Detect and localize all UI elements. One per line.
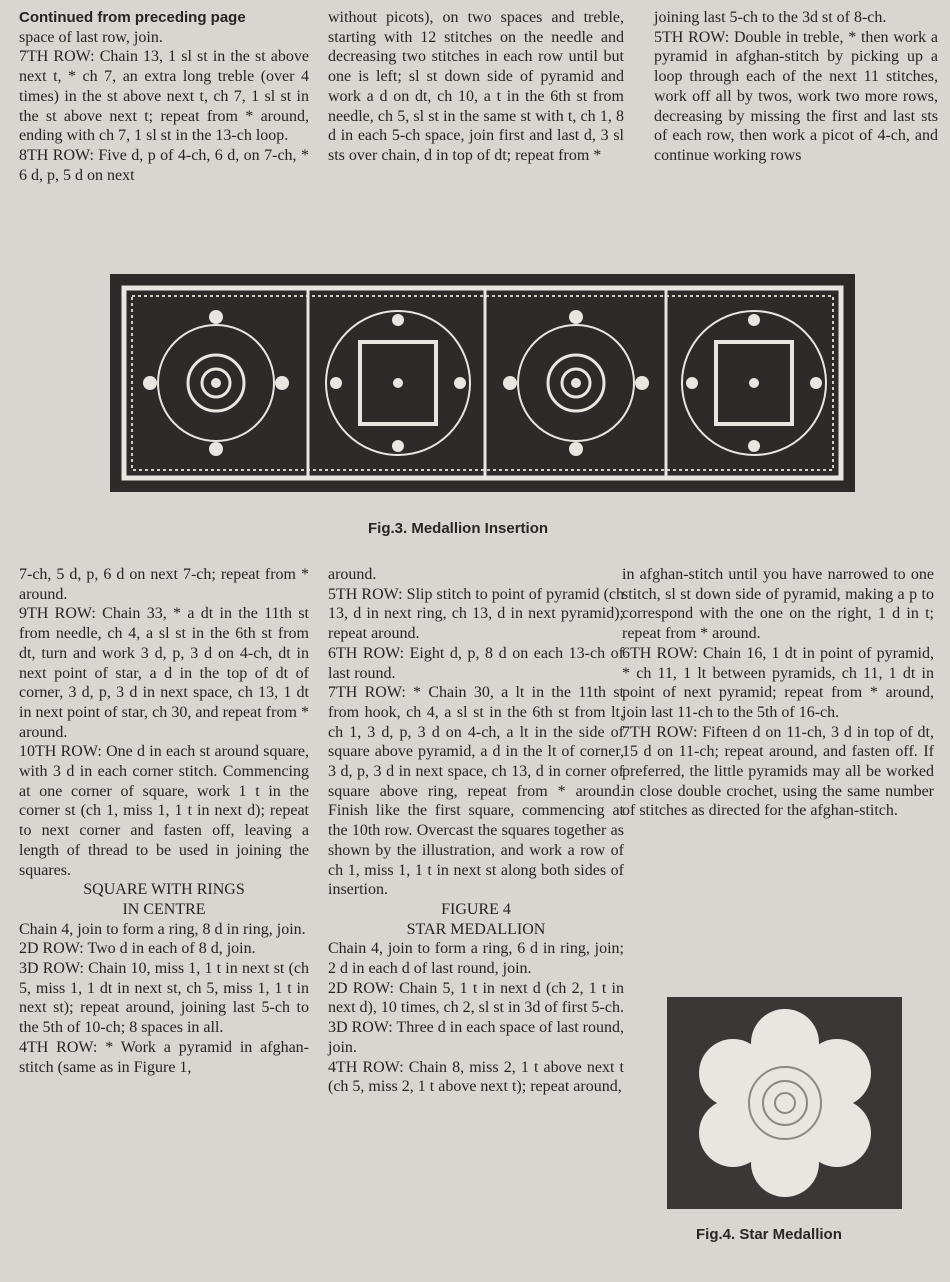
bottom-column-3 [622, 565, 934, 821]
paragraph: 2D ROW: Chain 5, 1 t in next d (ch 2, 1 t in next d), 10 times, ch 2, sl st in 3d of first 5-ch. [328, 979, 624, 1017]
top-column-1 [19, 8, 309, 185]
lace-insertion-illustration [110, 274, 855, 492]
paragraph: 6TH ROW: Chain 16, 1 dt in point of pyramid, * ch 11, 1 lt between pyramids, ch 11, 1 dt in point of next pyramid; repeat from * around, join last 11-ch to the 5th of 16-ch. [622, 644, 934, 721]
medallion-insertion-photo [110, 274, 855, 492]
figure-3-caption: Fig.3. Medallion Insertion [368, 520, 549, 537]
bottom-column-1 [19, 565, 309, 1077]
paragraph: Chain 4, join to form a ring, 8 d in ring, join. [19, 920, 306, 938]
paragraph: STAR MEDALLION [406, 920, 546, 938]
paragraph: around. [328, 566, 377, 583]
bottom-column-2 [328, 565, 624, 1097]
paragraph: 3D ROW: Chain 10, miss 1, 1 t in next st (ch 5, miss 1, 1 dt in next st, ch 5, miss 1, 1 t in next st); repeat around, joining last 5-ch to the 5th of 10-ch; 8 spaces in all. [19, 960, 309, 1037]
paragraph: 7TH ROW: Chain 13, 1 sl st in the st above next t, * ch 7, an extra long treble (over 4 times) in the st above next t, ch 7, 1 sl st in the st above next t; repeat from * around, ending with ch 7, 1 sl st in the 13-ch loop. [19, 48, 309, 145]
paragraph: FIGURE 4 [441, 900, 511, 918]
paragraph: 5TH ROW: Slip stitch to point of pyramid (ch 13, d in next ring, ch 13, d in next pyramid); repeat around. [328, 585, 624, 643]
paragraph: Chain 4, join to form a ring, 6 d in ring, join; 2 d in each d of last round, join. [328, 940, 624, 978]
figure-4-caption: Fig.4. Star Medallion [696, 1226, 842, 1243]
paragraph: 6TH ROW: Eight d, p, 8 d on each 13-ch of last round. [328, 644, 624, 682]
paragraph: 5TH ROW: Double in treble, * then work a pyramid in afghan-stitch by picking up a loop through each of the next 11 stitches, work off all by twos, work two more rows, decreasing by missing the first and last sts of each row, then work a picot of 4-ch, and continue working rows [654, 28, 938, 164]
paragraph: space of last row, join. [19, 28, 163, 46]
top-column-2 [328, 8, 624, 166]
paragraph: 4TH ROW: Chain 8, miss 2, 1 t above next t (ch 5, miss 2, 1 t above next t); repeat around, [328, 1058, 624, 1096]
paragraph: 7-ch, 5 d, p, 6 d on next 7-ch; repeat from * around. [19, 566, 309, 603]
paragraph: without picots), on two spaces and treble, starting with 12 stitches on the needle and decreasing two stitches in each row until but one is left; sl st down side of pyramid and work a d on dt, ch 10, a t in the 6th st from needle, ch 5, sl st in the same st with t, ch 1, 8 d in each 5-ch space, join first and last d, 3 sl sts over chain, d in top of dt; repeat from * [328, 9, 624, 164]
paragraph: 2D ROW: Two d in each of 8 d, join. [19, 940, 256, 958]
paragraph: 10TH ROW: One d in each st around square, with 3 d in each corner stitch. Commencing at one corner of square, work 1 t in the corner st (ch 1, miss 1, 1 t in next d); repeat to next corner and fasten off, leaving a length of thread to be used in joining the squares. [19, 743, 309, 879]
paragraph: joining last 5-ch to the 3d st of 8-ch. [654, 9, 887, 26]
star-medallion-illustration [667, 997, 902, 1209]
star-medallion-photo [667, 997, 902, 1209]
paragraph: Continued from preceding page [19, 9, 246, 26]
paragraph: 9TH ROW: Chain 33, * a dt in the 11th st from needle, ch 4, a sl st in the 6th st from dt, turn and work 3 d, p, 3 d on 4-ch, dt in next point of star, a d in the top of dt of corner, 3 d, p, 3 d in next space, ch 13, 1 dt in next point of star, ch 30, and repeat from * around. [19, 605, 309, 741]
paragraph: in afghan-stitch until you have narrowed to one stitch, sl st down side of pyramid, making a p to correspond with the one on the right, 1 d in t; repeat from * around. [622, 566, 934, 643]
paragraph: 7TH ROW: * Chain 30, a lt in the 11th st from hook, ch 4, a sl st in the 6th st from lt, ch 1, 3 d, p, 3 d on 4-ch, a lt in the side of square above pyramid, a d in the lt of corner, 3 d, p, 3 d in next space, ch 13, d in corner of square above ring, repeat from * around. Finish like the first square, commencing at the 10th row. Overcast the squares together as shown by the illustration, and work a row of ch 1, miss 1, 1 t in next st along both sides of insertion. [328, 684, 624, 899]
paragraph: 3D ROW: Three d in each space of last round, join. [328, 1019, 624, 1056]
top-column-3 [654, 8, 938, 166]
paragraph: 4TH ROW: * Work a pyramid in afghan-stitch (same as in Figure 1, [19, 1038, 309, 1076]
paragraph: 7TH ROW: Fifteen d on 11-ch, 3 d in top of dt, 15 d on 11-ch; repeat around, and fasten off. If preferred, the little pyramids may all be worked in close double crochet, using the same number of stitches as directed for the afghan-stitch. [622, 723, 934, 820]
paragraph: 8TH ROW: Five d, p of 4-ch, 6 d, on 7-ch, * 6 d, p, 5 d on next [19, 146, 309, 184]
paragraph: SQUARE WITH RINGS [83, 881, 245, 899]
paragraph: IN CENTRE [122, 900, 206, 918]
